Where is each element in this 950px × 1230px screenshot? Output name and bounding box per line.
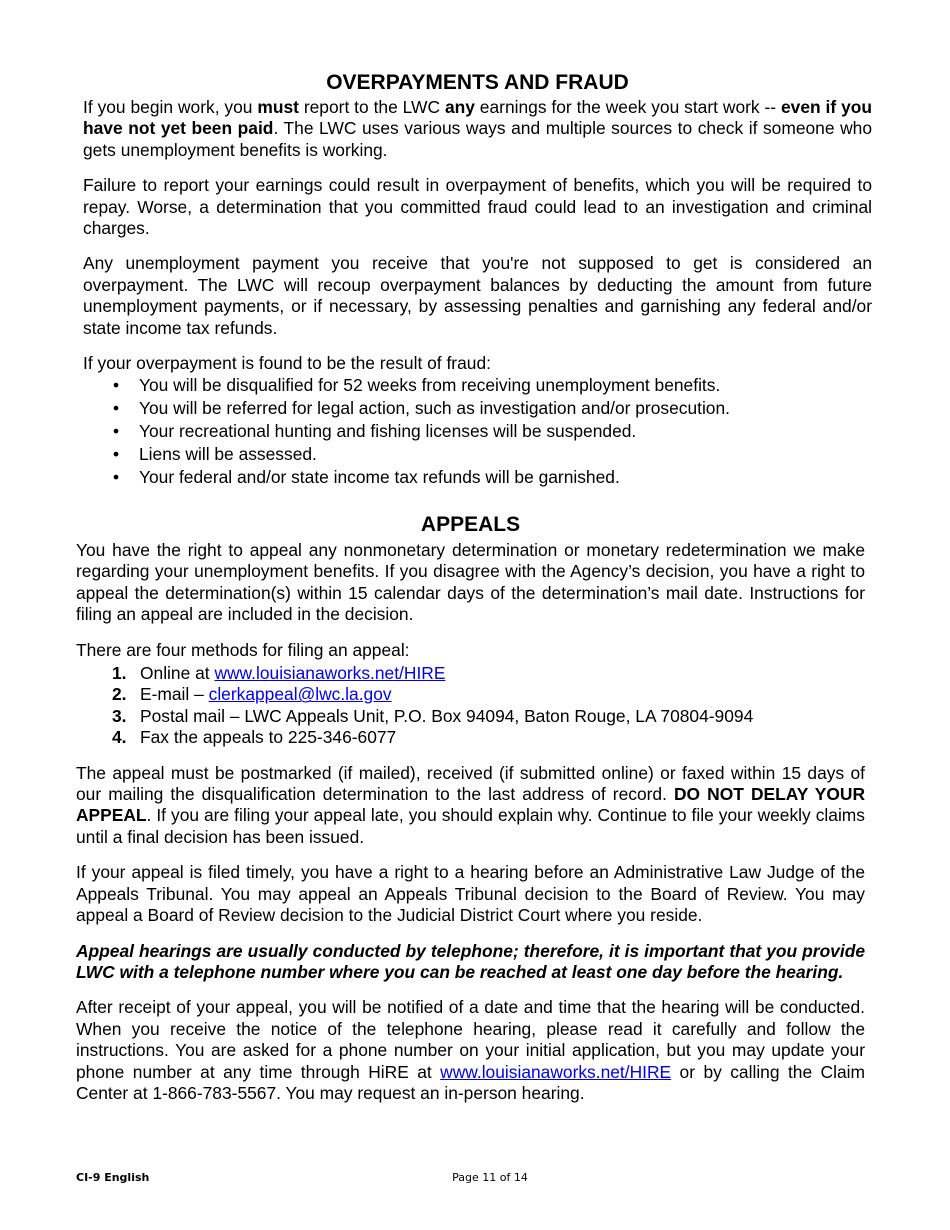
appeals-paragraph-1: You have the right to appeal any nonmonetary determination or monetary redetermination we make regarding your unemployment benefits. If you disagree with the Agency’s decision, you have a right to appeal the determination(s) within 15 calendar days of the determination’s mail date. Instructions for filing an appeal are included in the decision. [76,540,865,625]
text: . If you are filing your appeal late, you should explain why. Continue to file your weekly claims until a final decision has been issued. [76,805,865,847]
fraud-intro: If your overpayment is found to be the result of fraud: [83,353,491,374]
list-item [112,727,865,748]
appeals-section [76,512,865,1118]
appeals-title: APPEALS [420,513,521,536]
fraud-consequences-list [83,375,872,488]
emphasis-not-paid: even if you have not yet been paid [83,97,872,139]
item-text: Online at [140,663,215,684]
emphasis-must: must [257,97,299,117]
item-text: Fax the appeals to 225-346-6077 [140,727,397,748]
emphasis-any: any [444,97,475,117]
list-item: • Your recreational hunting and fishing licenses will be suspended. [113,421,872,442]
text: The appeal must be postmarked (if mailed), received (if submitted online) or faxed within 15 days of our mailing the disqualification determination to the last address of record. [76,762,865,805]
list-item: • You will be disqualified for 52 weeks from receiving unemployment benefits. [113,375,872,396]
page-number: Page 11 of 14 [452,1171,528,1184]
form-identifier: CI-9 English [76,1171,150,1184]
appeals-deadline-paragraph [76,763,865,849]
telephone-hearing-note: Appeal hearings are usually conducted by telephone; therefore, it is important that you provide LWC with a telephone number where you can be reached at least one day before the hearing. [76,940,865,982]
item-text: Postal mail – LWC Appeals Unit, P.O. Box 94094, Baton Rouge, LA 70804-9094 [140,705,754,726]
list-item: • Liens will be assessed. [113,444,872,465]
emphasis-do-not-delay: DO NOT DELAY YOUR APPEAL [76,784,865,826]
appeals-final-paragraph [76,997,865,1104]
text: After receipt of your appeal, you will be notified of a date and time that the hearing will be conducted. When you receive the notice of the telephone hearing, please read it carefully and follow the instructions. You are asked for a phone number on your initial application, but you may update your phone number at any time through HiRE at [76,997,865,1082]
item-number: 4. [112,727,127,748]
text: . The LWC uses various ways and multiple sources to check if someone who gets unemployment benefits is working. [83,118,872,160]
item-number: 2. [112,684,127,705]
item-text: E-mail – [140,684,209,705]
appeal-methods-list [76,663,865,749]
item-number: 1. [112,663,127,684]
item-number: 3. [112,705,127,726]
list-item [112,663,865,684]
methods-intro: There are four methods for filing an appeal: [76,639,410,660]
text: If you begin work, you [83,97,258,117]
list-item: • You will be referred for legal action, such as investigation and/or prosecution. [113,398,872,419]
overpayments-title: OVERPAYMENTS AND FRAUD [326,71,629,94]
overpayments-paragraph-2: Failure to report your earnings could result in overpayment of benefits, which you will be required to repay. Worse, a determination that you committed fraud could lead to an investigation and criminal charges. [83,175,872,239]
list-item [112,684,865,705]
text: or by calling the Claim Center at 1-866-783-5567. You may request an in-person hearing. [76,1061,865,1103]
text: earnings for the week you start work -- [474,97,781,117]
list-item: • Your federal and/or state income tax refunds will be garnished. [113,467,872,488]
appeals-hearing-paragraph: If your appeal is filed timely, you have a right to a hearing before an Administrative Law Judge of the Appeals Tribunal. You may appeal an Appeals Tribunal decision to the Board of Review. You may appeal a Board of Review decision to the Judicial District Court where you reside. [76,862,865,926]
clerk-email-link[interactable]: clerkappeal@lwc.la.gov [208,684,392,705]
overpayments-paragraph-1 [83,97,872,161]
overpayments-section [83,70,872,490]
overpayments-paragraph-3: Any unemployment payment you receive that you're not supposed to get is considered an overpayment. The LWC will recoup overpayment balances by deducting the amount from future unemployment payments, or if necessary, by assessing penalties and garnishing any federal and/or state income tax refunds. [83,253,872,338]
list-item [112,706,865,727]
text: report to the LWC [298,97,445,117]
hire-website-link[interactable]: www.louisianaworks.net/HIRE [214,663,446,684]
hire-website-link[interactable]: www.louisianaworks.net/HIRE [440,1061,672,1082]
